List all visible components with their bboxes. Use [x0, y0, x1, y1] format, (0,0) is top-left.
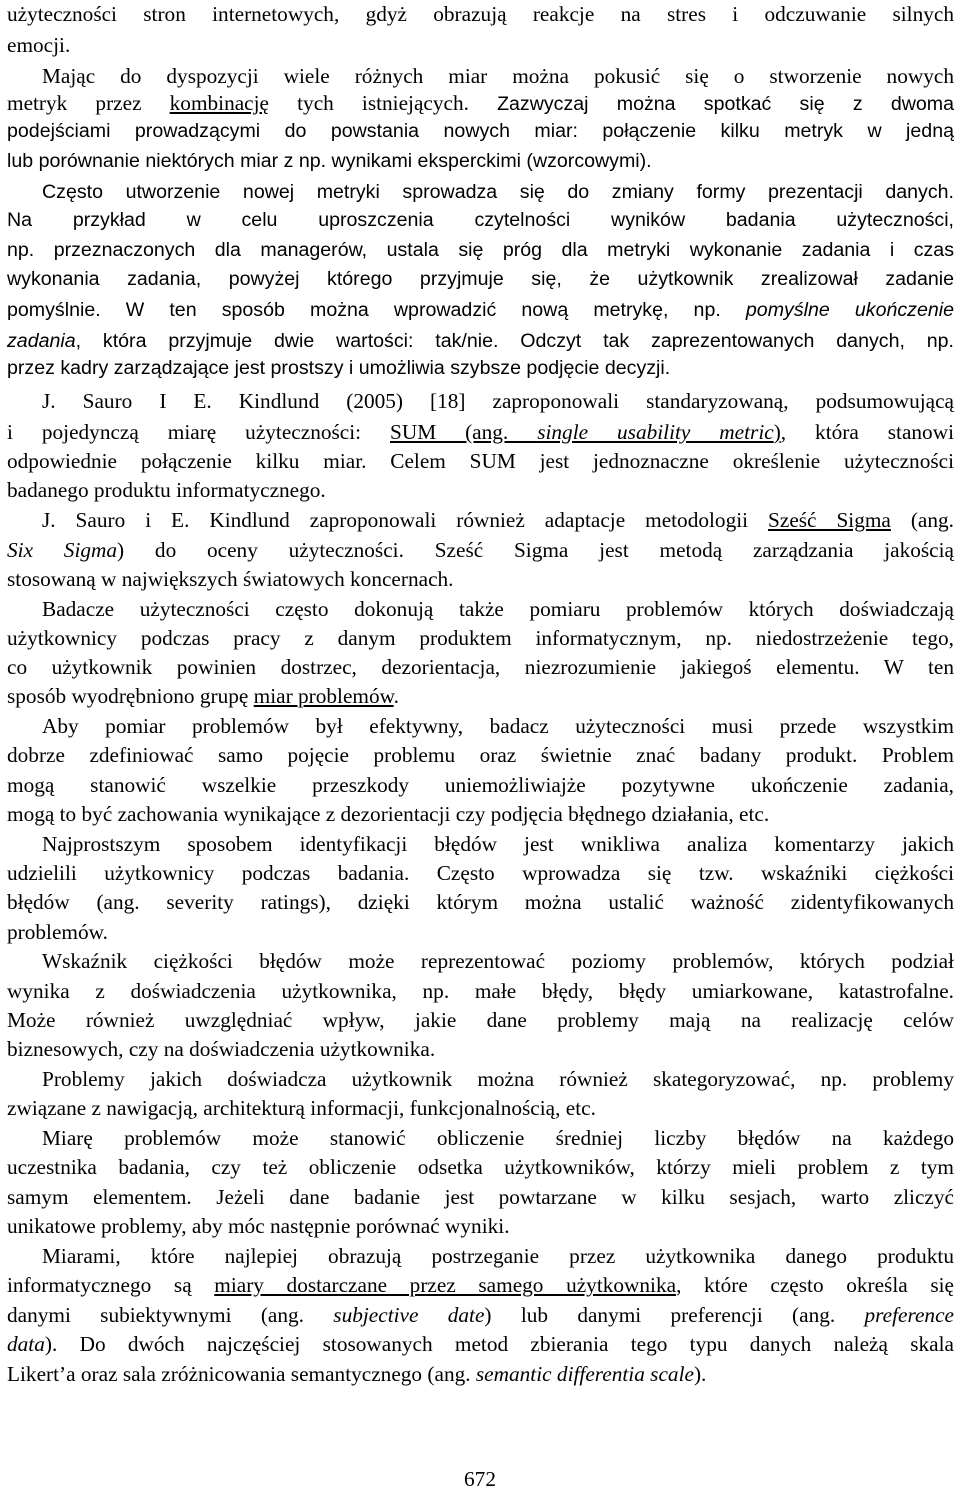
text-run: J. Sauro i E. Kindlund zaproponowali również adaptacje metodologii — [42, 508, 769, 532]
text-run: sposób wyodrębniono grupę — [7, 684, 254, 708]
text-line: związane z nawigacją, architekturą informacji, funkcjonalnością, etc. — [7, 1096, 596, 1120]
italic-term: subjective date — [333, 1303, 485, 1327]
underlined-term: ) — [773, 420, 781, 444]
text-run: danymi subiektywnymi (ang. — [7, 1303, 334, 1327]
underlined-term: kombinację — [169, 91, 270, 115]
text-run: tych istniejących. — [269, 91, 498, 115]
text-line — [7, 1331, 954, 1357]
text-run: metryk przez — [7, 91, 170, 115]
text-run: , która stanowi — [780, 420, 954, 444]
text-line: mogą to być zachowania wynikające z dezorientacji czy podjęcia błędnego działania, etc. — [7, 802, 770, 826]
italic-term: semantic differentia scale — [475, 1362, 694, 1386]
text-line: wynika z doświadczenia użytkownika, np. małe błędy, błędy umiarkowane, katastrofalne. — [7, 979, 954, 1003]
text-line: wykonania zadania, powyżej którego przyjmuje się, że użytkownik zrealizował zadanie — [7, 268, 954, 290]
text-line: biznesowych, czy na doświadczenia użytkownika. — [7, 1037, 436, 1061]
text-line: Wskaźnik ciężkości błędów może reprezentować poziomy problemów, których podział — [42, 949, 954, 973]
text-line: użytkownicy podczas pracy z danym produktem informatycznym, np. niedostrzeżenie tego, — [7, 626, 954, 650]
text-line: emocji. — [7, 33, 71, 57]
text-line: błędów (ang. severity ratings), dzięki którym można ustalić ważność zidentyfikowanych — [7, 890, 954, 914]
underlined-term: miar problemów — [253, 684, 394, 708]
text-line — [7, 90, 954, 116]
text-line: Na przykład w celu uproszczenia czytelności wyników badania użyteczności, — [7, 209, 954, 231]
text-line: Często utworzenie nowej metryki sprowadza się do zmiany formy prezentacji danych. — [42, 181, 954, 203]
text-line: Aby pomiar problemów był efektywny, badacz użyteczności musi przede wszystkim — [42, 714, 954, 738]
underlined-term: SUM (ang. — [390, 420, 538, 444]
text-line: odpowiednie połączenie kilku miar. Celem SUM jest jednoznaczne określenie użyteczności — [7, 449, 954, 473]
text-line: Najprostszym sposobem identyfikacji błędów jest wnikliwa analiza komentarzy jakich — [42, 832, 954, 856]
text-line: Miarę problemów może stanowić obliczenie średniej liczby błędów na każdego — [42, 1126, 954, 1150]
text-run: pomyślnie. W ten sposób można wprowadzić nową metrykę, np. — [7, 299, 746, 321]
text-run: Likert’a oraz sala zróżnicowania semantycznego (ang. — [7, 1362, 476, 1386]
text-line — [7, 1272, 954, 1298]
underlined-term: miary dostarczane przez samego użytkownika — [214, 1273, 677, 1297]
text-run: . — [393, 684, 399, 708]
text-line — [7, 683, 954, 709]
text-line: samym elementem. Jeżeli dane badanie jest powtarzane w kilku sesjach, warto zliczyć — [7, 1185, 954, 1209]
text-line — [7, 296, 954, 322]
text-line: Mając do dyspozycji wiele różnych miar można pokusić się o stworzenie nowych — [42, 64, 954, 88]
text-run: Zazwyczaj można spotkać się z dwoma — [497, 93, 955, 115]
text-line — [42, 507, 954, 533]
text-line: podejściami prowadzącymi do powstania nowych miar: połączenie kilku metryk w jedną — [7, 120, 954, 142]
text-line: użyteczności stron internetowych, gdyż obrazują reakcje na stres i odczuwanie silnych — [7, 2, 954, 26]
text-run: , które często określa się — [676, 1273, 954, 1297]
text-line: J. Sauro I E. Kindlund (2005) [18] zaproponowali standaryzowaną, podsumowującą — [42, 389, 954, 413]
text-line: stosowaną w największych światowych koncernach. — [7, 567, 454, 591]
italic-term: Six Sigma — [7, 538, 118, 562]
italic-term: data — [7, 1332, 45, 1356]
text-line: mogą stanowić wszelkie przeszkody uniemożliwiajże pozytywne ukończenie zadania, — [7, 773, 954, 797]
italic-term: zadania — [7, 330, 76, 352]
text-line — [7, 537, 954, 563]
text-run: ). — [693, 1362, 707, 1386]
text-line — [7, 327, 954, 353]
text-run: ) do oceny użyteczności. Sześć Sigma jest metodą zarządzania jakością — [117, 538, 954, 562]
text-line: lub porównanie niektórych miar z np. wynikami eksperckimi (wzorcowymi). — [7, 150, 652, 172]
text-line: dobrze zdefiniować samo pojęcie problemu oraz świetnie znać badany produkt. Problem — [7, 743, 954, 767]
text-line: np. przeznaczonych dla managerów, ustala się próg dla metryki wykonanie zadania i czas — [7, 239, 954, 261]
text-run: ). Do dwóch najczęściej stosowanych metod zbierania tego typu danych należą skala — [44, 1332, 954, 1356]
text-run: (ang. — [890, 508, 955, 532]
text-run: informatycznego są — [7, 1273, 215, 1297]
text-line: badanego produktu informatycznego. — [7, 478, 326, 502]
text-line — [7, 419, 954, 445]
text-line: Może również uwzględniać wpływ, jakie dane problemy mają na realizację celów — [7, 1008, 954, 1032]
text-line: problemów. — [7, 920, 108, 944]
text-run: ) lub danymi preferencji (ang. — [484, 1303, 865, 1327]
italic-term: pomyślne ukończenie — [745, 299, 954, 321]
text-line: Badacze użyteczności często dokonują także pomiaru problemów których doświadczają — [42, 597, 954, 621]
text-run: i pojedynczą miarę użyteczności: — [7, 420, 390, 444]
page-number: 672 — [464, 1467, 496, 1491]
text-line — [7, 1302, 954, 1328]
text-line: unikatowe problemy, aby móc następnie porównać wyniki. — [7, 1214, 510, 1238]
text-line: Problemy jakich doświadcza użytkownik można również skategoryzować, np. problemy — [42, 1067, 954, 1091]
text-line: udzielili użytkownicy podczas badania. Często wprowadza się tzw. wskaźniki ciężkości — [7, 861, 954, 885]
text-line: uczestnika badania, czy też obliczenie odsetka użytkowników, którzy mieli problem z tym — [7, 1155, 954, 1179]
underlined-term: Sześć Sigma — [768, 508, 891, 532]
italic-term: preference — [864, 1303, 954, 1327]
italic-underlined-term: single usability metric — [537, 420, 774, 444]
text-line: co użytkownik powinien dostrzec, dezorientacja, niezrozumienie jakiegoś elementu. W ten — [7, 655, 954, 679]
text-line — [7, 1361, 954, 1387]
text-line: Miarami, które najlepiej obrazują postrzeganie przez użytkownika danego produktu — [42, 1244, 954, 1268]
text-run: , która przyjmuje dwie wartości: tak/nie. Odczyt tak zaprezentowanych danych, np. — [75, 330, 954, 352]
text-line: przez kadry zarządzające jest prostszy i umożliwia szybsze podjęcie decyzji. — [7, 357, 671, 379]
